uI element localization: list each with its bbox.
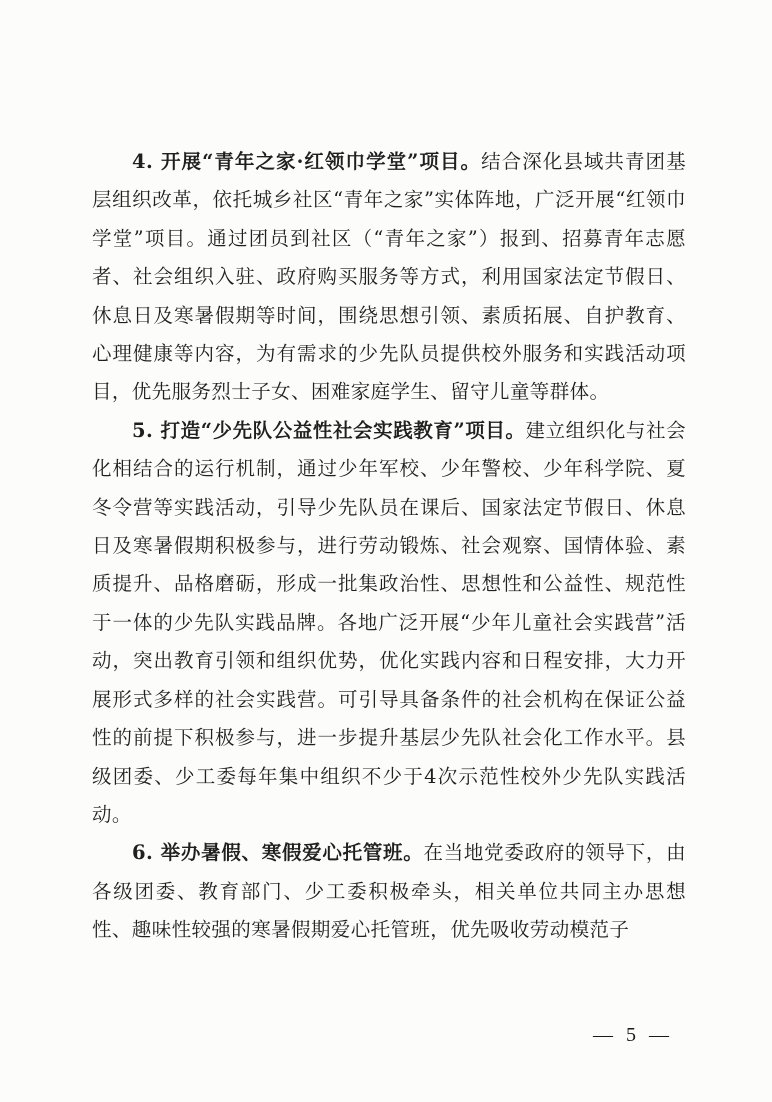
paragraph-heading: 6. 举办暑假、寒假爱心托管班。 [132,841,424,865]
paragraph-text: 在当地党委政府的领导下，由各级团委、教育部门、少工委积极牵头，相关单位共同主办思想性、趣味性较强的寒暑假期爱心托管班，优先吸收劳动模范子 [92,841,687,942]
paragraph-heading: 5. 打造“少先队公益性社会实践教育”项目。 [132,418,526,442]
paragraph-text: 建立组织化与社会化相结合的运行机制，通过少年军校、少年警校、少年科学院、夏冬令营等实践活动，引导少先队员在课后、国家法定节假日、休息日及寒暑假期积极参与，进行劳动锻炼、社会观察、国情体验、素质提升、品格磨砺，形成一批集政治性、思想性和公益性、规范性于一体的少先队实践品牌。各地广泛开展“少年儿童社会实践营”活动，突出教育引领和组织优势，优化实践内容和日程安排，大力开展形式多样的社会实践营。可引导具备条件的社会机构在保证公益性的前提下积极参与，进一步提升基层少先队社会化工作水平。县级团委、少工委每年集中组织不少于4次示范性校外少先队实践活动。 [92,418,686,826]
paragraph-text: 结合深化县域共青团基层组织改革，依托城乡社区“青年之家”实体阵地，广泛开展“红领巾学堂”项目。通过团员到社区（“青年之家”）报到、招募青年志愿者、社会组织入驻、政府购买服务等方式，利用国家法定节假日、休息日及寒暑假期等时间，围绕思想引领、素质拓展、自护教育、心理健康等内容，为有需求的少先队员提供校外服务和实践活动项目，优先服务烈士子女、困难家庭学生、留守儿童等群体。 [92,150,686,404]
page-number: — 5 — [593,1024,673,1046]
document-body [92,143,686,950]
paragraph-item-5 [92,412,686,834]
paragraph-item-6 [92,834,686,949]
paragraph-heading: 4. 开展“青年之家·红领巾学堂”项目。 [132,150,482,173]
paragraph-item-4 [92,143,686,412]
